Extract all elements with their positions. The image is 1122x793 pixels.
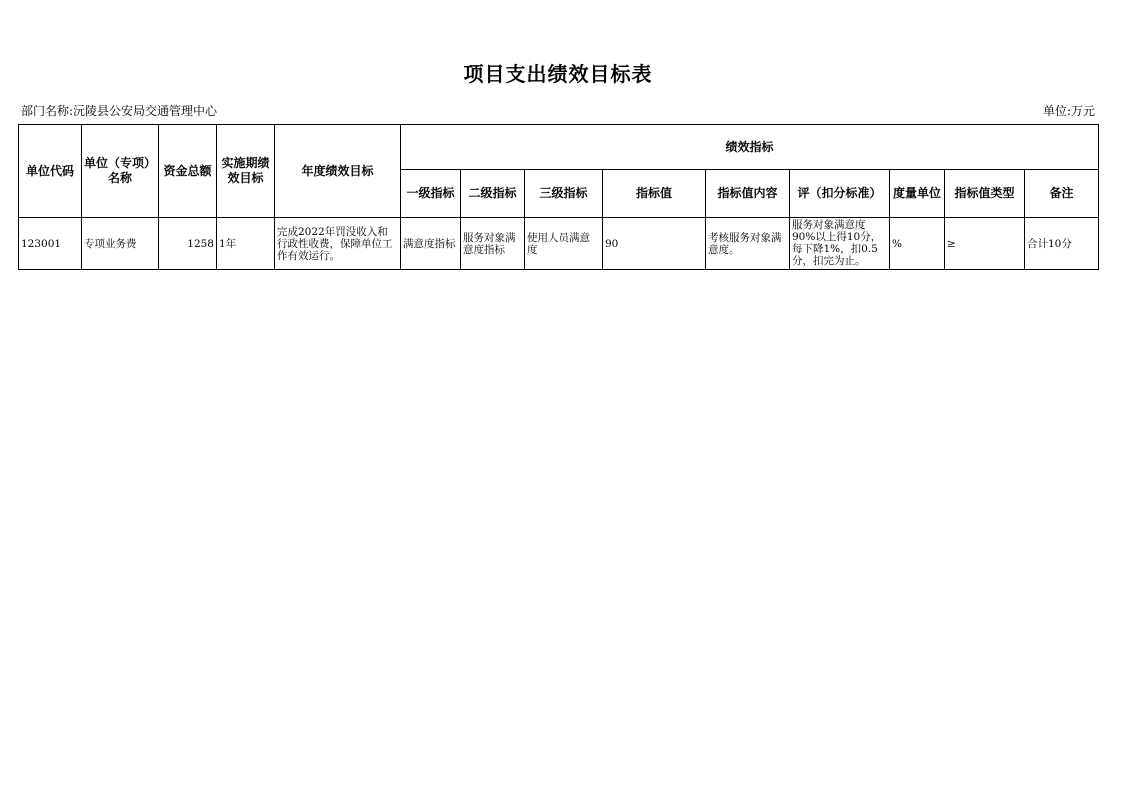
department-value: 沅陵县公安局交通管理中心 (73, 104, 218, 118)
performance-table (18, 124, 1099, 270)
department-line (21, 102, 217, 119)
header-period-goal: 实施期绩效目标 (217, 125, 275, 218)
header-level2: 二级指标 (461, 170, 525, 218)
cell-value-type: ≥ (945, 218, 1025, 270)
header-unit-code: 单位代码 (19, 125, 82, 218)
cell-scoring: 服务对象满意度90%以上得10分，每下降1%，扣0.5分，扣完为止。 (790, 218, 890, 270)
page-title: 项目支出绩效目标表 (463, 62, 653, 86)
header-measure-unit: 度量单位 (890, 170, 945, 218)
header-remark: 备注 (1025, 170, 1099, 218)
header-level3: 三级指标 (525, 170, 603, 218)
header-indicators-group: 绩效指标 (401, 125, 1099, 170)
cell-annual-goal: 完成2022年罚没收入和行政性收费，保障单位工作有效运行。 (275, 218, 401, 270)
cell-level2: 服务对象满意度指标 (461, 218, 525, 270)
unit-label: 单位: (1042, 104, 1071, 118)
cell-level3: 使用人员满意度 (525, 218, 603, 270)
department-label: 部门名称: (21, 104, 74, 118)
header-unit-name: 单位（专项）名称 (82, 125, 159, 218)
header-annual-goal: 年度绩效目标 (275, 125, 401, 218)
header-total-funds: 资金总额 (159, 125, 217, 218)
cell-unit-code: 123001 (19, 218, 82, 270)
cell-measure-unit: % (890, 218, 945, 270)
header-value: 指标值 (603, 170, 706, 218)
header-scoring: 评（扣分标准） (790, 170, 890, 218)
header-value-content: 指标值内容 (706, 170, 790, 218)
header-level1: 一级指标 (401, 170, 461, 218)
cell-value-content: 考核服务对象满意度。 (706, 218, 790, 270)
header-value-type: 指标值类型 (945, 170, 1025, 218)
cell-level1: 满意度指标 (401, 218, 461, 270)
cell-remark: 合计10分 (1025, 218, 1099, 270)
table-row (19, 218, 1099, 270)
cell-period-goal: 1年 (217, 218, 275, 270)
cell-unit-name: 专项业务费 (82, 218, 159, 270)
cell-total-funds: 1258 (159, 218, 217, 270)
unit-value: 万元 (1070, 104, 1095, 118)
unit-line (1043, 102, 1095, 119)
cell-value: 90 (603, 218, 706, 270)
